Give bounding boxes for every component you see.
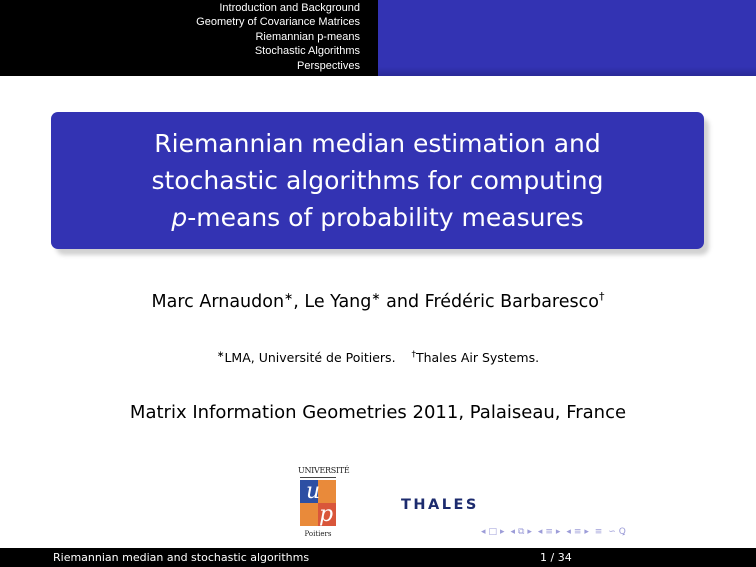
nav-doc-icon[interactable]: ≡ <box>573 527 582 537</box>
nav-subsection-prev-icon[interactable]: ◂ <box>510 527 515 537</box>
up-logo-rule <box>300 477 336 478</box>
up-logo-tile-orange <box>318 480 336 503</box>
section-nav <box>196 1 360 73</box>
nav-subsection-icon[interactable]: ⧉ <box>517 527 525 537</box>
nav-section-prev-icon[interactable]: ◂ <box>537 527 543 537</box>
affiliation-thales: Thales Air Systems. <box>415 350 540 366</box>
nav-doc-prev-icon[interactable]: ◂ <box>566 527 571 537</box>
conference-line: Matrix Information Geometries 2011, Palaiseau, France <box>129 402 627 423</box>
author-name: Le Yang <box>304 291 372 312</box>
beamer-navigation-symbols <box>481 527 629 543</box>
footline <box>0 548 756 567</box>
thales-logo: THALES <box>401 497 479 513</box>
nav-section-next-icon[interactable]: ▸ <box>555 527 561 537</box>
affiliation-mark: † <box>411 350 416 360</box>
nav-item-riemannian-p-means[interactable]: Riemannian p-means <box>255 30 360 43</box>
title-box <box>51 112 704 249</box>
nav-item-perspectives[interactable]: Perspectives <box>297 59 360 72</box>
affiliation-mark: ∗ <box>216 350 225 360</box>
title-line-1: Riemannian median estimation and <box>154 129 601 158</box>
nav-frame-prev-icon[interactable]: ◂ <box>481 527 486 537</box>
footline-left <box>0 548 378 567</box>
author-mark: † <box>598 290 605 303</box>
up-logo-letter-u: u <box>306 479 321 504</box>
nav-item-geometry[interactable]: Geometry of Covariance Matrices <box>196 16 360 29</box>
authors-line <box>0 290 756 312</box>
nav-doc-next-icon[interactable]: ▸ <box>584 527 589 537</box>
up-logo-caption-bottom: Poitiers <box>304 530 332 538</box>
nav-search-icon[interactable]: ∽ <box>608 527 616 537</box>
nav-appendix-icon[interactable]: ≡ <box>594 527 603 537</box>
affiliations-line <box>0 350 756 365</box>
title-line-3-rest: -means of probability measures <box>187 203 584 232</box>
author-mark: ∗ <box>284 290 294 303</box>
nav-frame-next-icon[interactable]: ▸ <box>500 527 505 537</box>
title-line-2: stochastic algorithms for computing <box>151 166 604 195</box>
up-logo-tile-orange-2 <box>300 503 318 526</box>
nav-frame-icon[interactable]: □ <box>488 527 498 537</box>
up-logo-letter-p: p <box>319 502 334 527</box>
author-name: Marc Arnaudon <box>151 291 285 312</box>
nav-item-stochastic-algorithms[interactable]: Stochastic Algorithms <box>254 45 360 58</box>
title-italic-p: p <box>171 203 188 232</box>
author-mark: ∗ <box>371 290 381 303</box>
title-line-3 <box>51 203 704 232</box>
nav-item-introduction[interactable]: Introduction and Background <box>219 2 360 14</box>
header-left-panel <box>0 0 378 76</box>
footline-page-number: 1 / 34 <box>540 551 572 564</box>
university-poitiers-logo <box>298 466 350 540</box>
header-bar <box>0 0 756 76</box>
nav-subsection-next-icon[interactable]: ▸ <box>527 527 532 537</box>
footline-short-title: Riemannian median and stochastic algorithms <box>53 551 310 564</box>
up-logo-caption-top: UNIVERSITÉ <box>298 466 350 475</box>
header-right-panel <box>378 0 756 76</box>
author-separator: and <box>380 291 425 312</box>
author-name: Frédéric Barbaresco <box>424 291 599 312</box>
nav-zoom-icon[interactable]: Ꝗ <box>618 527 626 537</box>
author-separator: , <box>293 291 305 312</box>
nav-section-icon[interactable]: ≡ <box>545 527 553 537</box>
affiliation-lma: LMA, Université de Poitiers. <box>224 350 396 366</box>
